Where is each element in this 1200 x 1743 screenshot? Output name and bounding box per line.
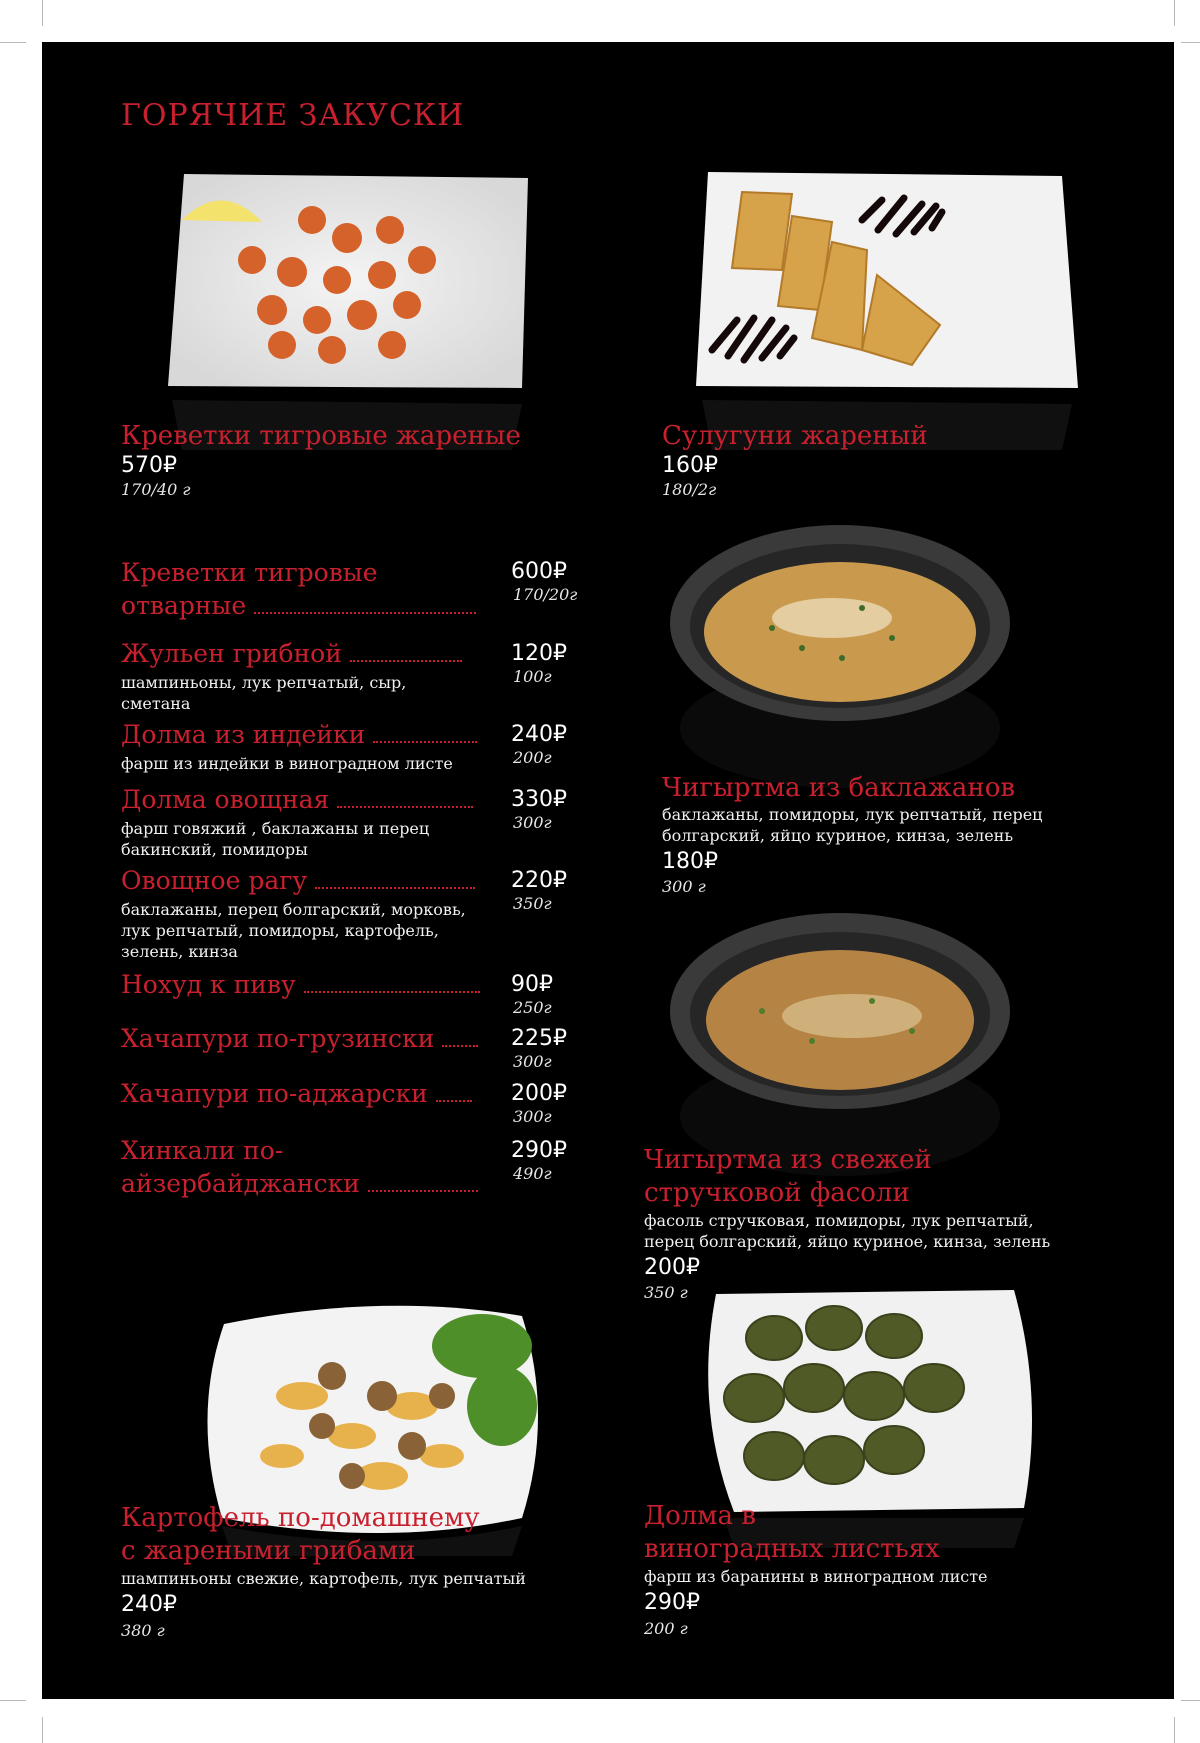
- dish-description: шампиньоны свежие, картофель, лук репчатый: [121, 1569, 526, 1588]
- dish-title: Чигыртма из баклажанов: [662, 773, 1015, 803]
- list-item-title-line: отварные: [121, 591, 247, 620]
- menu-page: [42, 42, 1174, 1699]
- list-item-weight: 250г: [513, 998, 552, 1017]
- list-item-title-line: Жульен грибной: [121, 639, 342, 668]
- dish-title: Чигыртма из свежей: [644, 1145, 932, 1175]
- dish-weight: 300 г: [662, 877, 706, 896]
- list-item-title: Креветки тигровые: [121, 558, 378, 587]
- dot-leader: [368, 1189, 478, 1192]
- list-item-title: [121, 637, 521, 670]
- dish-weight: 380 г: [121, 1621, 165, 1640]
- list-item-weight: 350г: [513, 894, 552, 913]
- dish-title: Долма в: [644, 1501, 756, 1531]
- dot-leader: [373, 740, 477, 743]
- dish-title: виноградных листьях: [644, 1534, 940, 1564]
- list-item-weight: 490г: [513, 1164, 552, 1183]
- dish-weight: 180/2г: [662, 480, 717, 499]
- list-item-description: фарш из индейки в виноградном листе: [121, 754, 453, 773]
- list-item-description: сметана: [121, 694, 191, 713]
- dish-title: с жареными грибами: [121, 1536, 416, 1566]
- list-item-title: [121, 1077, 531, 1110]
- dish-title: Картофель по-домашнему: [121, 1503, 480, 1533]
- dot-leader: [436, 1099, 472, 1102]
- dish-price: 570₽: [121, 453, 177, 478]
- list-item-description: лук репчатый, помидоры, картофель,: [121, 921, 439, 940]
- dish-price: 240₽: [121, 1592, 177, 1617]
- dish-price: 290₽: [644, 1590, 700, 1615]
- crop-mark: [42, 1717, 43, 1743]
- list-item-description: баклажаны, перец болгарский, морковь,: [121, 900, 466, 919]
- section-title: ГОРЯЧИЕ ЗАКУСКИ: [121, 98, 465, 133]
- list-item-weight: 100г: [513, 667, 552, 686]
- list-item-title: [121, 783, 521, 816]
- dish-description: перец болгарский, яйцо куриное, кинза, зелень: [644, 1232, 1051, 1251]
- dish-weight: 350 г: [644, 1283, 688, 1302]
- dish-weight: 200 г: [644, 1619, 688, 1638]
- crop-mark: [0, 42, 26, 43]
- list-item-price: 330₽: [511, 787, 567, 812]
- list-item-title-line: Хачапури по-грузински: [121, 1024, 435, 1053]
- list-item-price: 200₽: [511, 1081, 567, 1106]
- dot-leader: [254, 611, 476, 614]
- list-item-description: фарш говяжий , баклажаны и перец: [121, 819, 430, 838]
- crop-mark: [1174, 0, 1175, 26]
- list-item-title: [121, 589, 521, 622]
- list-item-price: 290₽: [511, 1138, 567, 1163]
- list-item-title: [121, 1167, 521, 1200]
- dish-title: Сулугуни жареный: [662, 421, 928, 451]
- crop-mark: [0, 1700, 26, 1701]
- list-item-weight: 300г: [513, 1107, 552, 1126]
- list-item-title: [121, 1022, 531, 1055]
- list-item-price: 240₽: [511, 722, 567, 747]
- list-item-weight: 300г: [513, 813, 552, 832]
- list-item-title-line: Долма из индейки: [121, 720, 366, 749]
- dish-description: баклажаны, помидоры, лук репчатый, перец: [662, 805, 1043, 824]
- list-item-weight: 200г: [513, 748, 552, 767]
- list-item-description: бакинский, помидоры: [121, 840, 308, 859]
- list-item-title-line: Нохуд к пиву: [121, 970, 296, 999]
- dish-price: 180₽: [662, 849, 718, 874]
- crop-mark: [1181, 42, 1200, 43]
- list-item-title: Хинкали по-: [121, 1136, 284, 1165]
- list-item-title: [121, 718, 521, 751]
- crop-mark: [42, 0, 43, 26]
- dish-weight: 170/40 г: [121, 480, 191, 499]
- list-item-title: [121, 968, 521, 1001]
- list-item-description: зелень, кинза: [121, 942, 238, 961]
- list-item-price: 225₽: [511, 1026, 567, 1051]
- list-item-weight: 170/20г: [513, 585, 578, 604]
- dot-leader: [304, 990, 480, 993]
- list-item-title: [121, 864, 521, 897]
- list-item-title-line: Овощное рагу: [121, 866, 308, 895]
- list-item-price: 90₽: [511, 972, 553, 997]
- dish-description: фасоль стручковая, помидоры, лук репчатый,: [644, 1211, 1034, 1230]
- list-item-title-line: айзербайджански: [121, 1169, 360, 1198]
- list-item-title-line: Хачапури по-аджарски: [121, 1079, 428, 1108]
- dish-title: Креветки тигровые жареные: [121, 421, 521, 451]
- dot-leader: [350, 659, 462, 662]
- list-item-price: 600₽: [511, 559, 567, 584]
- dot-leader: [315, 886, 475, 889]
- crop-mark: [1174, 1717, 1175, 1743]
- crop-mark: [1181, 1700, 1200, 1701]
- dish-price: 200₽: [644, 1255, 700, 1280]
- dish-title: стручковой фасоли: [644, 1178, 910, 1208]
- dish-price: 160₽: [662, 453, 718, 478]
- dish-description: фарш из баранины в виноградном листе: [644, 1567, 988, 1586]
- chigyrtma-eggplant-photo: [662, 528, 1022, 798]
- list-item-weight: 300г: [513, 1052, 552, 1071]
- dot-leader: [337, 805, 473, 808]
- dish-description: болгарский, яйцо куриное, кинза, зелень: [662, 826, 1014, 845]
- list-item-title-line: Долма овощная: [121, 785, 330, 814]
- dot-leader: [442, 1044, 478, 1047]
- list-item-price: 220₽: [511, 868, 567, 893]
- shrimp-photo: [162, 160, 532, 450]
- suluguni-photo: [682, 160, 1082, 450]
- list-item-price: 120₽: [511, 641, 567, 666]
- list-item-description: шампиньоны, лук репчатый, сыр,: [121, 673, 407, 692]
